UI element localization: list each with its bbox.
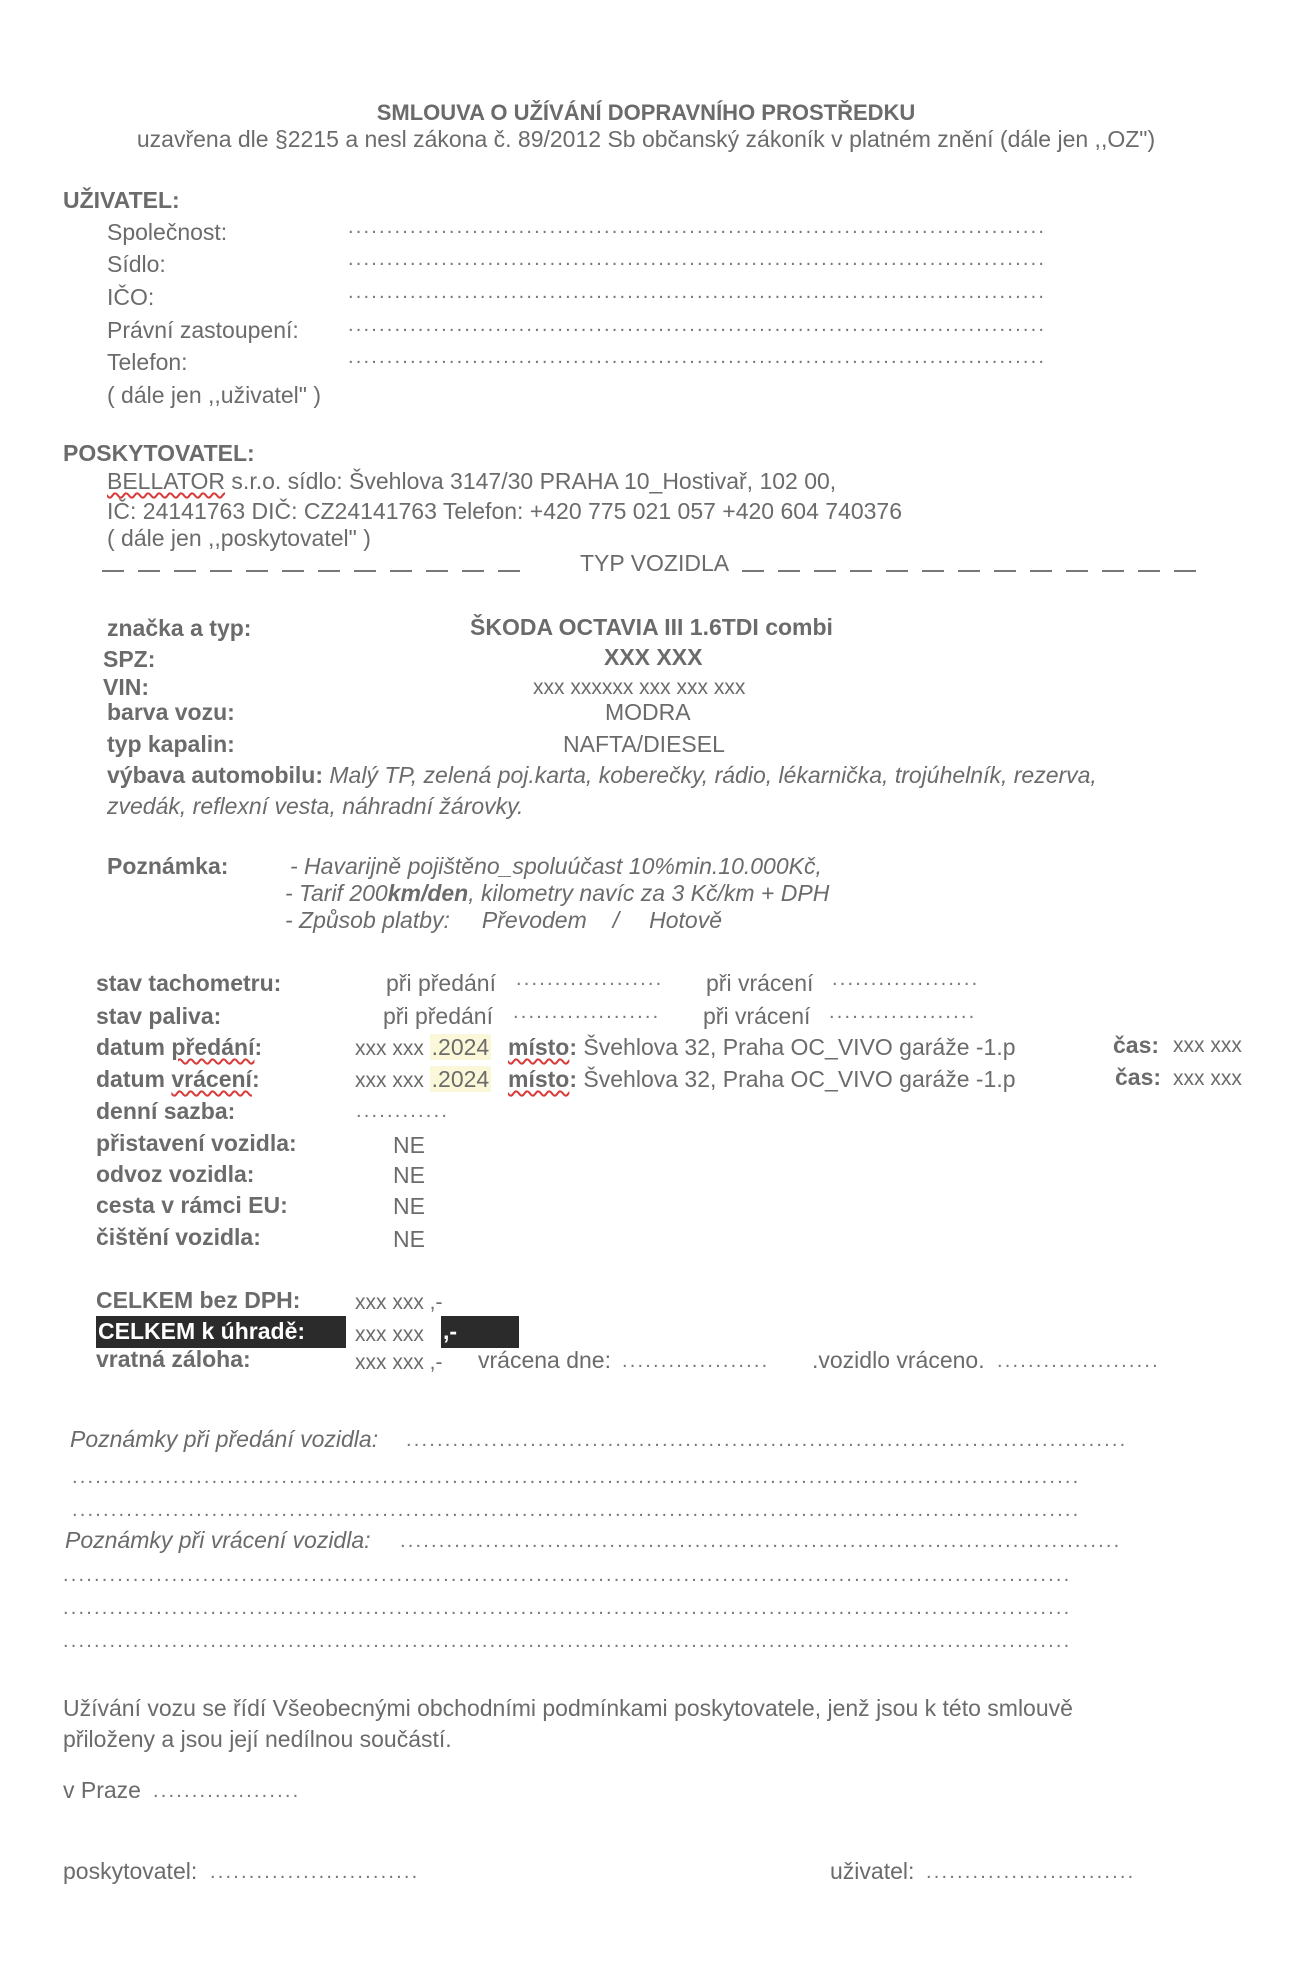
provider-line-1	[107, 468, 836, 495]
date-handover-label: datum předání:	[96, 1034, 263, 1060]
vehicle-spz-value: XXX XXX	[604, 644, 703, 670]
document-subtitle: uzavřena dle §2215 a nesl zákona č. 89/2012 Sb občanský zákoník v platném znění (dále jen ,,OZ")	[136, 126, 1156, 152]
date-handover-value: xxx xxx .2024	[355, 1034, 490, 1060]
remarks-return-blank-1: .............................................................................................	[400, 1530, 1122, 1552]
user-ico-blank: ..........................................................................................	[348, 281, 1047, 303]
provider-signature-label: poskytovatel:	[63, 1858, 198, 1884]
vehicle-brand-label: značka a typ:	[107, 615, 252, 641]
vehicle-fuel-value: NAFTA/DIESEL	[563, 731, 725, 757]
daily-rate-label: denní sazba:	[96, 1098, 236, 1124]
pickup-label: odvoz vozidla:	[96, 1161, 255, 1187]
place-handover: místo: Švehlova 32, Praha OC_VIVO garáže -1.p	[508, 1034, 1016, 1060]
user-company-blank: ..........................................................................................	[348, 216, 1047, 238]
remarks-return-label: Poznámky při vrácení vozidla:	[65, 1527, 371, 1553]
tacho-return-word: při vrácení	[706, 970, 814, 996]
vehicle-vin-value: xxx xxxxxx xxx xxx xxx	[533, 676, 746, 699]
user-company-label: Společnost:	[107, 219, 228, 245]
note-tariff-unit: km/den	[387, 880, 469, 906]
fuel-return-word: při vrácení	[703, 1003, 811, 1029]
fuel-state-label: stav paliva:	[96, 1003, 222, 1029]
vehicle-equipment-line-2: zvedák, reflexní vesta, náhradní žárovky.	[107, 793, 524, 819]
tacho-handover-word: při předání	[386, 970, 496, 996]
note-payment-separator: /	[612, 907, 620, 933]
total-to-pay-label-box	[96, 1316, 346, 1348]
signing-date-blank: ...................	[153, 1780, 301, 1802]
vehicle-color-label: barva vozu:	[107, 699, 235, 725]
deposit-returned-blank: ...................	[622, 1350, 770, 1372]
daily-rate-blank: ............	[356, 1100, 450, 1122]
note-payment-label: - Způsob platby:	[285, 907, 450, 933]
vehicle-equipment-line-1	[107, 762, 1097, 789]
cleaning-value: NE	[393, 1226, 425, 1252]
user-seat-label: Sídlo:	[107, 251, 166, 277]
total-to-pay-label: CELKEM k úhradě:	[98, 1318, 306, 1344]
user-note: ( dále jen ,,uživatel" )	[107, 382, 321, 408]
user-phone-blank: ..........................................................................................	[348, 346, 1047, 368]
provider-address: s.r.o. sídlo: Švehlova 3147/30 PRAHA 10_Hostivař, 102 00,	[225, 468, 837, 494]
provider-name: BELLATOR	[107, 468, 226, 494]
delivery-value: NE	[393, 1132, 425, 1158]
note-payment	[285, 907, 722, 934]
vehicle-brand-value: ŠKODA OCTAVIA III 1.6TDI combi	[470, 614, 833, 640]
note-tariff	[285, 880, 829, 907]
total-no-vat-label: CELKEM bez DPH:	[96, 1287, 301, 1313]
document-title: SMLOUVA O UŽÍVÁNÍ DOPRAVNÍHO PROSTŘEDKU	[376, 100, 916, 125]
date-return-value: xxx xxx .2024	[355, 1066, 490, 1092]
deposit-value: xxx xxx ,-	[355, 1351, 443, 1374]
eu-travel-label: cesta v rámci EU:	[96, 1192, 288, 1218]
date-return-row	[96, 1066, 260, 1093]
tacho-return-blank: ...................	[832, 968, 980, 990]
terms-line-1: Užívání vozu se řídí Všeobecnými obchodními podmínkami poskytovatele, jenž jsou k této smlouvě	[63, 1695, 1073, 1721]
total-to-pay-suffix: ,-	[443, 1318, 458, 1344]
provider-line-2: IČ: 24141763 DIČ: CZ24141763 Telefon: +420 775 021 057 +420 604 740376	[107, 498, 903, 524]
user-phone-label: Telefon:	[107, 349, 188, 375]
note-payment-cash: Hotově	[649, 907, 723, 933]
time-return-value: xxx xxx	[1173, 1067, 1242, 1090]
provider-signature-blank: ...........................	[210, 1861, 420, 1883]
divider-label: TYP VOZIDLA	[580, 550, 730, 576]
user-heading: UŽIVATEL:	[63, 187, 180, 213]
total-no-vat-value: xxx xxx ,-	[355, 1291, 443, 1314]
vehicle-spz-label: SPZ:	[103, 646, 156, 672]
time-return-label: čas:	[1115, 1064, 1162, 1090]
remarks-handover-label: Poznámky při předání vozidla:	[70, 1426, 379, 1452]
provider-heading: POSKYTOVATEL:	[63, 440, 255, 466]
remarks-return-blank-4: ..................................................................................................................................	[63, 1630, 1072, 1652]
deposit-returned-label: vrácena dne:	[478, 1347, 611, 1373]
total-to-pay-suffix-box	[441, 1316, 519, 1348]
note-label: Poznámka:	[107, 853, 229, 879]
note-payment-transfer: Převodem	[481, 907, 587, 933]
delivery-label: přistavení vozidla:	[96, 1130, 297, 1156]
date-handover-row	[96, 1034, 262, 1061]
terms-line-2: přiloženy a jsou její nedílnou součástí.	[63, 1726, 452, 1752]
fuel-return-blank: ...................	[829, 1001, 977, 1023]
time-handover-label: čas:	[1113, 1032, 1160, 1058]
eu-travel-value: NE	[393, 1193, 425, 1219]
car-returned-blank: .....................	[997, 1350, 1160, 1372]
user-representation-blank: ..........................................................................................	[348, 314, 1047, 336]
note-tariff-post: , kilometry navíc za 3 Kč/km + DPH	[468, 880, 830, 906]
tacho-handover-blank: ...................	[516, 968, 664, 990]
signing-place: v Praze	[63, 1777, 141, 1803]
pickup-value: NE	[393, 1162, 425, 1188]
vehicle-type-divider	[102, 548, 1222, 578]
vehicle-equipment-label: výbava automobilu:	[107, 762, 323, 788]
vehicle-color-value: MODRA	[605, 699, 691, 725]
remarks-handover-blank-1: .............................................................................................	[406, 1429, 1128, 1451]
divider-left-dashes	[102, 562, 562, 580]
remarks-handover-blank-3: ..................................................................................................................................	[72, 1499, 1081, 1521]
time-handover-value: xxx xxx	[1173, 1034, 1242, 1057]
user-signature-blank: ...........................	[926, 1861, 1136, 1883]
user-signature-label: uživatel:	[830, 1858, 915, 1884]
fuel-handover-blank: ...................	[513, 1001, 661, 1023]
user-ico-label: IČO:	[107, 284, 155, 310]
user-seat-blank: ..........................................................................................	[348, 248, 1047, 270]
user-representation-label: Právní zastoupení:	[107, 317, 299, 343]
divider-right-dashes	[742, 562, 1222, 580]
note-insurance: - Havarijně pojištěno_spoluúčast 10%min.10.000Kč,	[290, 853, 822, 879]
total-to-pay-value: xxx xxx	[355, 1323, 424, 1346]
deposit-label: vratná záloha:	[96, 1346, 251, 1372]
remarks-handover-blank-2: ..................................................................................................................................	[72, 1466, 1081, 1488]
vehicle-equipment-value: Malý TP, zelená poj.karta, koberečky, rádio, lékarnička, trojúhelník, rezerva,	[322, 762, 1097, 788]
note-tariff-pre: - Tarif 200	[285, 880, 388, 906]
tacho-label: stav tachometru:	[96, 970, 282, 996]
place-return: místo: Švehlova 32, Praha OC_VIVO garáže -1.p	[508, 1066, 1016, 1092]
car-returned-label: .vozidlo vráceno.	[812, 1347, 985, 1373]
vehicle-vin-label: VIN:	[103, 674, 149, 700]
remarks-return-blank-3: ..................................................................................................................................	[63, 1597, 1072, 1619]
remarks-return-blank-2: ..................................................................................................................................	[63, 1564, 1072, 1586]
vehicle-fuel-label: typ kapalin:	[107, 731, 235, 757]
fuel-handover-word: při předání	[383, 1003, 493, 1029]
cleaning-label: čištění vozidla:	[96, 1224, 261, 1250]
date-return-label: datum vrácení:	[96, 1066, 260, 1092]
provider-note: ( dále jen ,,poskytovatel" )	[107, 525, 371, 551]
